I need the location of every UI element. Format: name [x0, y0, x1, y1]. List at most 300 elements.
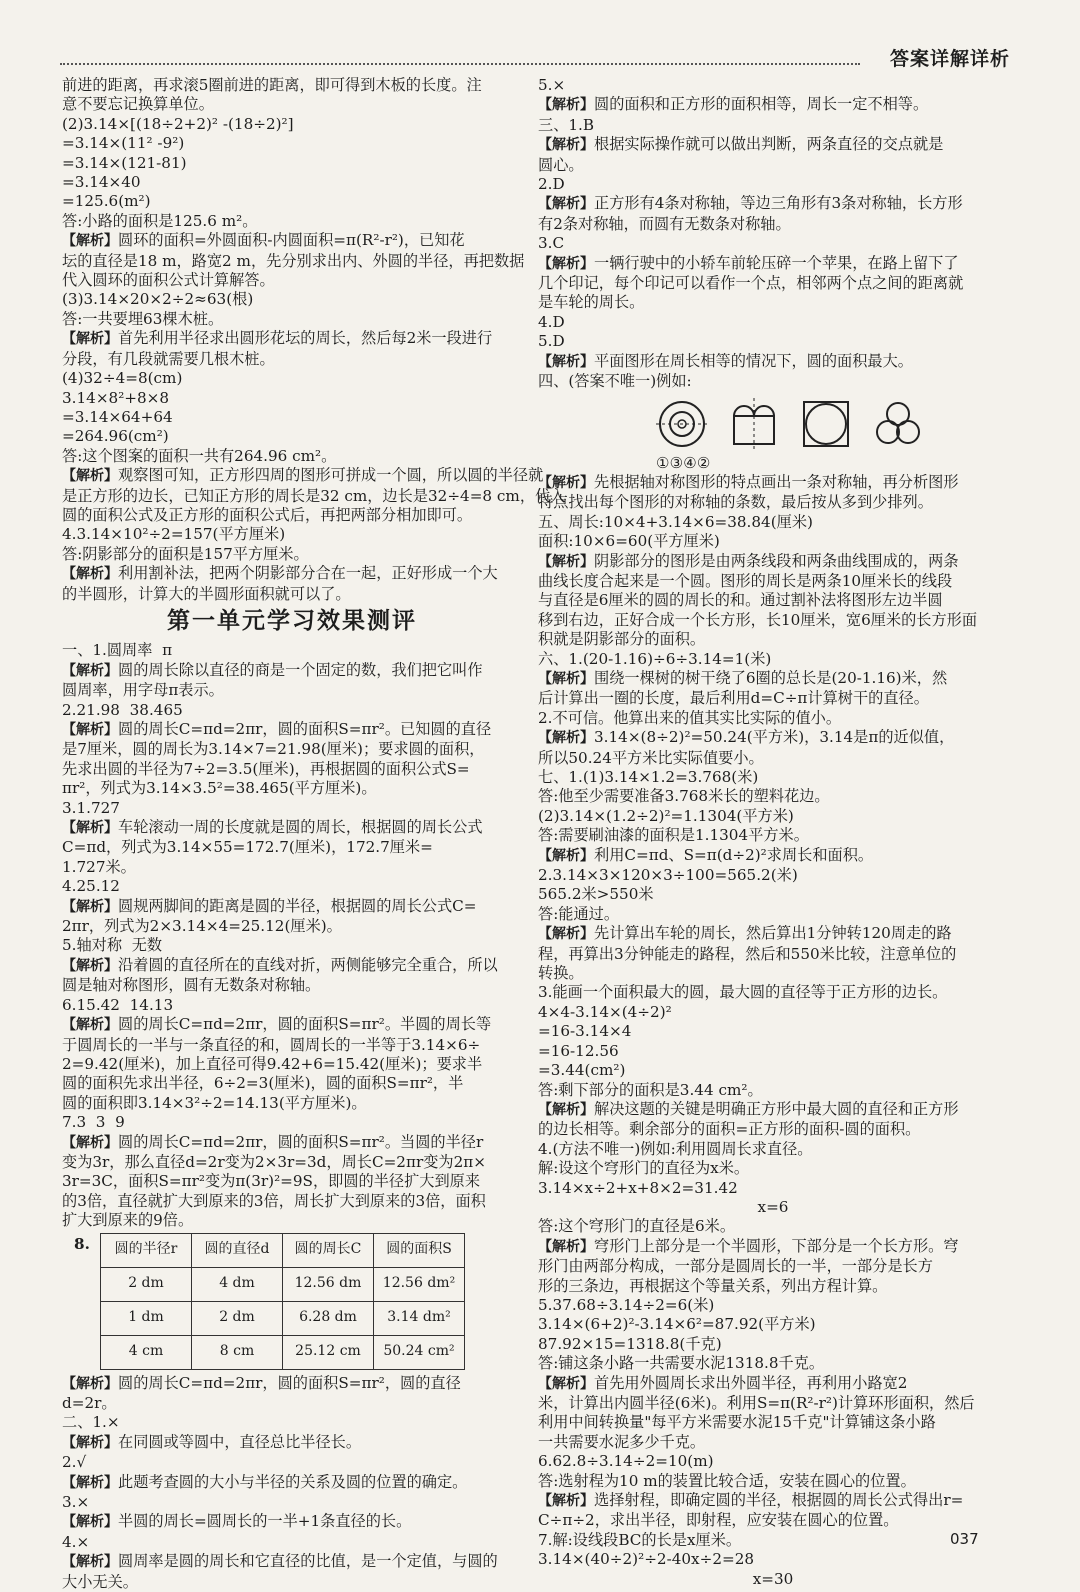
answer-line [538, 689, 1008, 708]
line-text: 是正方形的边长，已知正方形的周长是32 cm，边长是32÷4=8 cm，代入 [62, 486, 566, 505]
analysis-line [538, 1374, 1008, 1394]
line-text: 车轮滚动一周的长度就是圆的周长，根据圆的周长公式 [118, 818, 483, 837]
line-text: 圆的周长C=πd=2πr，圆的面积S=πr²。半圆的周长等 [118, 1015, 492, 1034]
analysis-line [538, 924, 1008, 944]
line-text: 四、(答案不唯一)例如: [538, 372, 692, 391]
table-cell: 3.14 dm² [374, 1301, 465, 1335]
analysis-tag: 【解析】 [62, 1554, 118, 1571]
line-text: 圆环的面积=外圆面积-内圆面积=π(R²-r²)，已知花 [118, 231, 465, 250]
analysis-line [62, 1015, 522, 1035]
line-text: 二、1.× [62, 1413, 120, 1432]
table-header-cell: 圆的周长C [283, 1233, 374, 1267]
circle-table [100, 1233, 465, 1370]
rect-semicircles-figure [728, 398, 780, 450]
line-text: 圆周率，用字母π表示。 [62, 681, 224, 700]
answer-line [538, 749, 1008, 768]
table-cell: 4 cm [101, 1335, 192, 1369]
line-text: =3.14×64+64 [62, 407, 173, 426]
table-cell: 25.12 cm [283, 1335, 374, 1369]
analysis-tag: 【解析】 [62, 468, 118, 485]
line-text: 半圆的周长=圆周长的一半+1条直径的长。 [118, 1512, 412, 1531]
answer-line [538, 1022, 1008, 1041]
answer-line [62, 290, 522, 309]
answer-line [538, 1570, 1008, 1589]
analysis-line [62, 661, 522, 681]
analysis-tag: 【解析】 [538, 926, 594, 943]
analysis-line [538, 846, 1008, 866]
answer-line [62, 641, 522, 660]
analysis-tag: 【解析】 [538, 730, 594, 747]
line-text: 先根据轴对称图形的特点画出一条对称轴，再分析图形 [594, 472, 959, 491]
answer-line [538, 650, 1008, 669]
answer-line [62, 1036, 522, 1055]
table-cell: 12.56 dm² [374, 1267, 465, 1301]
line-text: 5.× [538, 76, 566, 94]
line-text: 根据实际操作就可以做出判断，两条直径的交点就是 [594, 135, 944, 154]
answer-line [538, 709, 1008, 728]
table-header-cell: 圆的直径d [192, 1233, 283, 1267]
answer-line [62, 1172, 522, 1191]
answer-line [538, 1179, 1008, 1198]
analysis-tag: 【解析】 [538, 255, 594, 272]
line-text: 3.14×(6+2)²-3.14×6²=87.92(平方米) [538, 1315, 816, 1334]
analysis-line [538, 352, 1008, 372]
line-text: 前进的距离，再求滚5圈前进的距离，即可得到木板的长度。注 [62, 76, 482, 94]
answer-line [62, 1413, 522, 1432]
line-text: 圆的面积和正方形的面积相等，周长一定不相等。 [594, 95, 929, 114]
answer-line [538, 1257, 1008, 1276]
answer-line [538, 611, 1008, 630]
answer-line [538, 156, 1008, 175]
line-text: 观察图可知，正方形四周的图形可拼成一个圆，所以圆的半径就 [118, 466, 544, 485]
answer-line [62, 701, 522, 720]
line-text: 答:选射程为10 m的装置比较合适，安装在圆心的位置。 [538, 1471, 916, 1490]
analysis-tag: 【解析】 [62, 233, 118, 250]
line-text: 解:设这个穹形门的直径为x米。 [538, 1159, 750, 1178]
answer-line [62, 369, 522, 388]
line-text: =16-12.56 [538, 1041, 619, 1060]
line-text: 87.92×15=1318.8(千克) [538, 1334, 722, 1353]
line-text: 答:这个穹形门的直径是6米。 [538, 1217, 736, 1236]
answer-line [62, 1113, 522, 1132]
answer-line [538, 1472, 1008, 1491]
analysis-tag: 【解析】 [62, 957, 118, 974]
answer-line [538, 1120, 1008, 1139]
line-text: 圆的周长C=πd=2πr，圆的面积S=πr²。已知圆的直径 [118, 720, 492, 738]
line-text: 的3倍，直径就扩大到原来的3倍，周长扩大到原来的3倍，面积 [62, 1191, 486, 1210]
line-text: 4.25.12 [62, 877, 120, 896]
answer-line [62, 681, 522, 700]
table-row [101, 1335, 465, 1369]
analysis-line [538, 1237, 1008, 1257]
analysis-tag: 【解析】 [538, 1493, 594, 1510]
table-header-cell: 圆的半径r [101, 1233, 192, 1267]
answer-line [538, 372, 1008, 391]
table-row [101, 1267, 465, 1301]
line-text: 一辆行驶中的小轿车前轮压碎一个苹果，在路上留下了 [594, 253, 959, 272]
answer-line [538, 1296, 1008, 1315]
line-text: 六、1.(20-1.16)÷6÷3.14=1(米) [538, 649, 772, 668]
answer-line [62, 760, 522, 779]
answer-line [538, 885, 1008, 904]
page-header [60, 44, 1010, 74]
table-cell: 1 dm [101, 1301, 192, 1335]
answer-line [538, 572, 1008, 591]
table-cell: 4 dm [192, 1267, 283, 1301]
analysis-line [62, 1473, 522, 1493]
line-text: 答:小路的面积是125.6 m²。 [62, 211, 258, 230]
line-text: 利用中间转换量"每平方米需要水泥15千克"计算铺这条小路 [538, 1413, 936, 1432]
answer-line [62, 936, 522, 955]
line-text: 4.D [538, 312, 565, 331]
analysis-line [62, 720, 522, 740]
line-text: 代入圆环的面积公式计算解答。 [62, 271, 275, 290]
answer-line [62, 1094, 522, 1113]
answer-line [538, 1335, 1008, 1354]
line-text: 4.3.14×10²÷2=157(平方厘米) [62, 525, 286, 544]
answer-line [538, 116, 1008, 135]
line-text: 6.62.8÷3.14÷2=10(m) [538, 1452, 714, 1471]
analysis-tag: 【解析】 [62, 722, 118, 738]
line-text: 转换。 [538, 964, 584, 983]
line-text: 五、周长:10×4+3.14×6=38.84(厘米) [538, 512, 813, 531]
answer-line [62, 1074, 522, 1093]
answer-line [62, 192, 522, 211]
table-cell: 12.56 dm [283, 1267, 374, 1301]
answer-line [538, 1413, 1008, 1432]
answer-line [62, 799, 522, 818]
line-text: 穹形门上部分是一个半圆形，下部分是一个长方形。穹 [594, 1236, 959, 1255]
line-text: 于圆周长的一半与一条直径的和，圆周长的一半等于3.14×6÷ [62, 1035, 481, 1054]
line-text: 答:阴影部分的面积是157平方厘米。 [62, 544, 309, 563]
line-text: 7.解:设线段BC的长是x厘米。 [538, 1530, 742, 1549]
answer-line [62, 271, 522, 290]
line-text: 3r=3C，面积S=πr²变为π(3r)²=9S，即圆的半径扩大到原来 [62, 1172, 481, 1191]
answer-line [62, 877, 522, 896]
line-text: 圆的周长C=πd=2πr，圆的面积S=πr²。当圆的半径r [118, 1132, 484, 1151]
line-text: 意不要忘记换算单位。 [62, 95, 214, 114]
analysis-tag: 【解析】 [62, 898, 118, 915]
line-text: 七、1.(1)3.14×1.2=3.768(米) [538, 768, 759, 786]
line-text: 圆的面积公式及正方形的面积公式后，再把两部分相加即可。 [62, 505, 473, 524]
table-cell: 2 dm [192, 1301, 283, 1335]
analysis-line [62, 564, 522, 584]
line-text: 后计算出一圈的长度，最后利用d=C÷π计算树干的直径。 [538, 689, 929, 708]
analysis-tag: 【解析】 [62, 1134, 118, 1151]
line-text: 面积:10×6=60(平方厘米) [538, 532, 720, 551]
line-text: 利用C=πd、S=π(d÷2)²求周长和面积。 [594, 845, 874, 864]
line-text: 7.3 3 9 [62, 1113, 125, 1132]
answer-line [538, 332, 1008, 351]
line-text: 圆规两脚间的距离是圆的半径，根据圆的周长公式C= [118, 896, 477, 915]
analysis-line [62, 897, 522, 917]
line-text: 利用割补法，把两个阴影部分合在一起，正好形成一个大 [118, 564, 498, 583]
analysis-tag: 【解析】 [62, 331, 118, 348]
answer-line [62, 525, 522, 544]
line-text: 此题考查圆的大小与半径的关系及圆的位置的确定。 [118, 1472, 468, 1491]
answer-line [538, 1198, 1008, 1217]
line-text: (2)3.14×(1.2÷2)²=1.1304(平方米) [538, 806, 794, 825]
analysis-tag: 【解析】 [538, 1101, 594, 1118]
line-text: 的半圆形，计算大的半圆形面积就可以了。 [62, 584, 351, 603]
line-text: 4.(方法不唯一)例如:利用圆周长求直径。 [538, 1139, 813, 1158]
answer-line [538, 274, 1008, 293]
line-text: 的边长相等。剩余部分的面积=正方形的面积-圆的面积。 [538, 1120, 921, 1139]
analysis-tag: 【解析】 [538, 196, 594, 213]
answer-line [62, 917, 522, 936]
line-text: 3.C [538, 234, 565, 253]
table-header-cell: 圆的面积S [374, 1233, 465, 1267]
analysis-line [62, 818, 522, 838]
three-circles-figure [872, 398, 924, 450]
line-text: 2=9.42(厘米)，加上直径可得9.42+6=15.42(厘米)；要求半 [62, 1054, 483, 1073]
line-text: 圆的周长除以直径的商是一个固定的数，我们把它叫作 [118, 660, 483, 679]
analysis-tag: 【解析】 [62, 820, 118, 837]
answer-line [62, 134, 522, 153]
answer-line [62, 976, 522, 995]
answer-line [62, 212, 522, 231]
table-cell: 50.24 cm² [374, 1335, 465, 1369]
answer-line [538, 1531, 1008, 1550]
line-text: 曲线长度合起来是一个圆。图形的周长是两条10厘米长的线段 [538, 571, 953, 590]
answer-line [62, 1533, 522, 1552]
answer-line [62, 408, 522, 427]
line-text: =3.44(cm²) [538, 1061, 626, 1080]
analysis-line [62, 1133, 522, 1153]
line-text: 移到右边，正好合成一个长方形，长10厘米，宽6厘米的长方形面 [538, 610, 978, 629]
line-text: 解决这题的关键是明确正方形中最大圆的直径和正方形 [594, 1099, 959, 1118]
line-text: 特点找出每个图形的对称轴的条数，最后按从多到少排列。 [538, 493, 933, 512]
line-text: 首先利用半径求出圆形花坛的周长，然后每2米一段进行 [118, 329, 493, 348]
answer-line [538, 807, 1008, 826]
analysis-line [538, 254, 1008, 274]
answer-line [538, 964, 1008, 983]
line-text: 3.14×(40÷2)²÷2-40x÷2=28 [538, 1550, 755, 1569]
answer-line [62, 779, 522, 798]
answer-line [62, 427, 522, 446]
line-text: =3.14×(11² -9²) [62, 134, 185, 153]
answer-line [538, 787, 1008, 806]
analysis-tag: 【解析】 [62, 1375, 118, 1392]
line-text: 有2条对称轴，而圆有无数条对称轴。 [538, 214, 791, 233]
analysis-line [538, 135, 1008, 155]
analysis-tag: 【解析】 [538, 1238, 594, 1255]
line-text: 3.14×x÷2+x+8×2=31.42 [538, 1178, 738, 1197]
answer-line [538, 76, 1008, 95]
line-text: 圆的面积即3.14×3²÷2=14.13(平方厘米)。 [62, 1093, 367, 1112]
analysis-line [538, 669, 1008, 689]
analysis-tag: 【解析】 [538, 670, 594, 687]
analysis-line [62, 1433, 522, 1453]
line-text: 几个印记，每个印记可以看作一个点，相邻两个点之间的距离就 [538, 274, 964, 293]
line-text: 沿着圆的直径所在的直线对折，两侧能够完全重合，所以 [118, 955, 498, 974]
line-text: 一共需要水泥多少千克。 [538, 1432, 706, 1451]
line-text: 答:他至少需要准备3.768米长的塑料花边。 [538, 787, 830, 806]
line-text: 3.× [62, 1493, 90, 1511]
line-text: 先求出圆的半径为7÷2=3.5(厘米)，再根据圆的面积公式S= [62, 759, 470, 778]
line-text: 1.727米。 [62, 857, 136, 876]
answer-line [62, 95, 522, 114]
line-text: 6.15.42 14.13 [62, 995, 174, 1014]
line-text: C=πd，列式为3.14×55=172.7(厘米)，172.7厘米= [62, 838, 433, 857]
line-text: 与直径是6厘米的圆的周长的和。通过割补法将图形左边半圆 [538, 591, 943, 610]
analysis-tag: 【解析】 [62, 566, 118, 583]
line-text: 圆的周长C=πd=2πr，圆的面积S=πr²，圆的直径 [118, 1373, 461, 1392]
answer-line [538, 1452, 1008, 1471]
line-text: 变为3r，那么直径d=2r变为2×3r=3d，周长C=2πr变为2π× [62, 1152, 486, 1171]
circle-in-square-figure [800, 398, 852, 450]
line-text: 答:铺这条小路一共需要水泥1318.8千克。 [538, 1354, 825, 1373]
answer-line [538, 175, 1008, 194]
line-text: 2.√ [62, 1453, 87, 1472]
answer-line [62, 154, 522, 173]
analysis-line [538, 1100, 1008, 1120]
answer-line [538, 1140, 1008, 1159]
header-title: 答案详解详析 [889, 48, 1010, 70]
analysis-tag: 【解析】 [62, 1017, 118, 1034]
line-text: x=30 [752, 1569, 794, 1588]
line-text: 是车轮的周长。 [538, 293, 645, 312]
line-text: 答:一共要埋63棵木桩。 [62, 309, 224, 328]
analysis-line [538, 552, 1008, 572]
analysis-tag: 【解析】 [538, 353, 594, 370]
line-text: 形门由两部分构成，一部分是圆周长的一半，一部分是长方 [538, 1257, 933, 1276]
answer-line [62, 1153, 522, 1172]
line-text: 4×4-3.14×(4÷2)² [538, 1002, 672, 1021]
line-text: 5.D [538, 332, 565, 351]
answer-line [538, 513, 1008, 532]
line-text: 所以50.24平方米比实际值要小。 [538, 748, 764, 767]
line-text: 2.21.98 38.465 [62, 700, 183, 719]
answer-line [538, 983, 1008, 1002]
line-text: 平面图形在周长相等的情况下，圆的面积最大。 [594, 351, 913, 370]
line-text: 2πr，列式为2×3.14×4=25.12(厘米)。 [62, 917, 342, 936]
answer-line [538, 1003, 1008, 1022]
answer-line [62, 1493, 522, 1512]
table-cell: 6.28 dm [283, 1301, 374, 1335]
answer-line [62, 310, 522, 329]
answer-line [62, 506, 522, 525]
analysis-tag: 【解析】 [62, 1434, 118, 1451]
line-text: 3.14×(8÷2)²=50.24(平方米)，3.14是π的近似值， [594, 728, 955, 747]
analysis-line [62, 329, 522, 349]
line-text: 大小无关。 [62, 1572, 138, 1591]
answer-line [62, 858, 522, 877]
right-column [538, 76, 1008, 1589]
header-dotted-rule [60, 63, 860, 65]
analysis-line [62, 1512, 522, 1532]
answer-line [62, 115, 522, 134]
answer-line [62, 389, 522, 408]
line-text: πr²，列式为3.14×3.5²=38.465(平方厘米)。 [62, 779, 377, 798]
analysis-line [62, 1552, 522, 1572]
line-text: 一、1.圆周率 π [62, 641, 173, 660]
line-text: 在同圆或等圆中，直径总比半径长。 [118, 1432, 361, 1451]
answer-line [538, 591, 1008, 610]
answer-line [62, 996, 522, 1015]
answer-line [538, 768, 1008, 787]
table-cell: 8 cm [192, 1335, 283, 1369]
answer-line [62, 76, 522, 95]
line-text: 4.× [62, 1532, 90, 1551]
table-header-row [101, 1233, 465, 1267]
line-text: 选择射程，即确定圆的半径，根据圆的周长公式得出r= [594, 1491, 964, 1510]
line-text: 围绕一棵树的树干绕了6圈的总长是(20-1.16)米，然 [594, 668, 948, 687]
answer-line [538, 1042, 1008, 1061]
answer-line [62, 350, 522, 369]
analysis-tag: 【解析】 [538, 137, 594, 154]
answer-line [538, 1433, 1008, 1452]
line-text: 阴影部分的图形是由两条线段和两条曲线围成的，两条 [594, 551, 959, 570]
answer-line [538, 1511, 1008, 1530]
line-text: 565.2米>550米 [538, 885, 654, 904]
answer-line [538, 313, 1008, 332]
analysis-tag: 【解析】 [538, 474, 594, 491]
answer-line [62, 486, 566, 506]
line-text: x=6 [757, 1197, 789, 1216]
section-title: 第一单元学习效果测评 [167, 607, 417, 634]
analysis-line [538, 1491, 1008, 1511]
answer-line [538, 866, 1008, 885]
analysis-tag: 【解析】 [62, 1514, 118, 1531]
analysis-tag: 【解析】 [62, 1474, 118, 1491]
page-number: 037 [950, 1530, 979, 1548]
line-text: 2.不可信。他算出来的值其实比实际的值小。 [538, 708, 842, 727]
answer-line [62, 585, 522, 604]
line-text: 答:剩下部分的面积是3.44 cm²。 [538, 1080, 763, 1099]
analysis-tag: 【解析】 [538, 1375, 594, 1392]
line-text: 3.14×8²+8×8 [62, 388, 170, 407]
line-text: d=2r。 [62, 1393, 117, 1412]
line-text: C÷π÷2，求出半径，即射程，应安装在圆心的位置。 [538, 1511, 899, 1530]
table-cell: 2 dm [101, 1267, 192, 1301]
line-text: =3.14×40 [62, 173, 141, 192]
figures-order-caption: ①③④② [656, 453, 711, 472]
line-text: 先计算出车轮的周长，然后算出1分钟转120周走的路 [594, 924, 952, 943]
answer-line [538, 234, 1008, 253]
line-text: 圆心。 [538, 155, 584, 174]
line-text: 圆的面积先求出半径，6÷2=3(厘米)，圆的面积S=πr²，半 [62, 1074, 464, 1093]
line-text: 圆是轴对称图形，圆有无数条对称轴。 [62, 976, 321, 995]
line-text: 2.3.14×3×120×3÷100=565.2(米) [538, 866, 798, 885]
answer-line [62, 838, 522, 857]
analysis-line [62, 956, 522, 976]
line-text: =3.14×(121-81) [62, 153, 187, 172]
table-row [101, 1301, 465, 1335]
line-text: 3.能画一个面积最大的圆，最大圆的直径等于正方形的边长。 [538, 983, 948, 1002]
answer-line [62, 1211, 522, 1230]
answer-line [62, 1394, 522, 1413]
line-text: 扩大到原来的9倍。 [62, 1211, 194, 1230]
line-text: 是7厘米，圆的周长为3.14×7=21.98(厘米)；要求圆的面积， [62, 740, 485, 759]
analysis-line [538, 728, 1008, 748]
line-text: 圆周率是圆的周长和它直径的比值，是一个定值，与圆的 [118, 1552, 498, 1571]
answer-line [538, 945, 1008, 964]
concentric-circles-figure [656, 398, 708, 450]
answer-line [538, 630, 1008, 649]
analysis-line [538, 95, 1008, 115]
line-text: 分段，有几段就需要几根木桩。 [62, 349, 275, 368]
answer-line [538, 1354, 1008, 1373]
line-text: (2)3.14×[(18÷2+2)² -(18÷2)²] [62, 114, 294, 133]
answer-line [538, 1217, 1008, 1236]
answer-line [538, 1394, 1008, 1413]
answer-line [62, 447, 522, 466]
line-text: 形的三条边，再根据这个等量关系，列出方程计算。 [538, 1276, 888, 1295]
analysis-tag: 【解析】 [538, 553, 594, 570]
line-text: 坛的直径是18 m，路宽2 m，先分别求出内、外圆的半径，再把数据 [62, 251, 525, 270]
answer-line [62, 740, 522, 759]
